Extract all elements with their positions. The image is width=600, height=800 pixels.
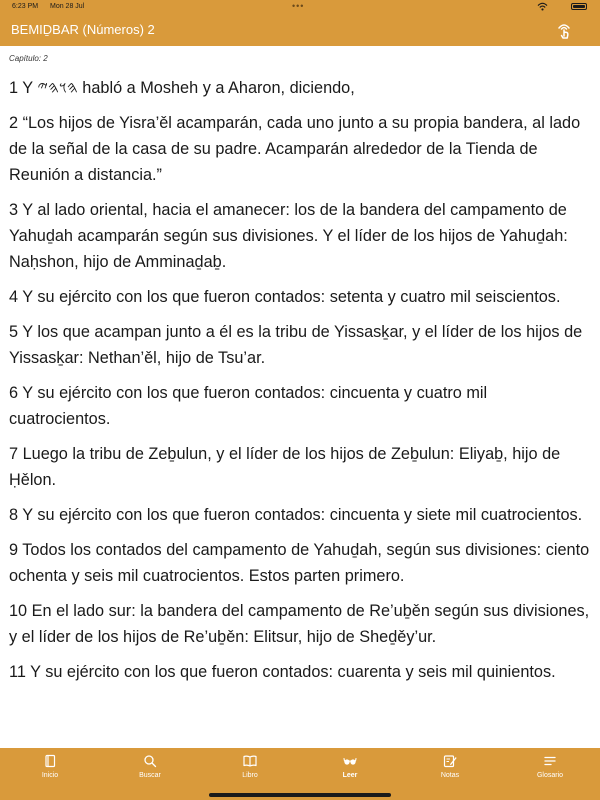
tab-label: Leer — [342, 772, 358, 779]
tab-label: Inicio — [41, 772, 59, 779]
tab-label: Notas — [440, 772, 460, 779]
tab-notas[interactable] — [400, 748, 500, 788]
list-icon — [543, 754, 557, 768]
battery-icon — [571, 3, 587, 10]
tab-label: Buscar — [139, 772, 161, 779]
note-pencil-icon — [443, 754, 457, 768]
verse[interactable]: 4 Y su ejército con los que fueron contados: setenta y cuatro mil seiscientos. — [9, 288, 561, 306]
verse[interactable]: 6 Y su ejército con los que fueron contados: cincuenta y cuatro mil cuatrocientos. — [9, 384, 488, 428]
verse[interactable]: 3 Y al lado oriental, hacia el amanecer: los de la bandera del campamento de Yahuḏah acamparán según sus divisiones. Y el líder de los hijos de Yahuḏah: Naḥshon, hijo de Amminaḏaḇ. — [9, 201, 568, 271]
verse[interactable]: 1 Y 𐤄𐤅𐤄𐤉 habló a Mosheh y a Aharon, diciendo, — [9, 79, 355, 97]
page-title: BEMIḎBAR (Números) 2 — [11, 22, 155, 37]
tab-libro[interactable] — [200, 748, 300, 788]
open-book-icon — [243, 754, 257, 768]
reading-area[interactable] — [0, 46, 600, 748]
tab-label: Libro — [242, 772, 258, 779]
verse[interactable]: 11 Y su ejército con los que fueron contados: cuarenta y seis mil quinientos. — [9, 663, 556, 681]
verse[interactable]: 5 Y los que acampan junto a él es la tribu de Yissasḵar, y el líder de los hijos de Yissasḵar: Nethan’ěl, hijo de Tsu’ar. — [9, 323, 583, 367]
status-bar — [0, 0, 600, 14]
multitasking-dots[interactable]: ••• — [292, 1, 305, 11]
touch-tap-icon[interactable] — [554, 20, 574, 40]
app-header — [0, 14, 600, 46]
verse[interactable]: 7 Luego la tribu de Zeḇulun, y el líder de los hijos de Zeḇulun: Eliyaḇ, hijo de Ḥělon. — [9, 445, 561, 489]
tab-inicio[interactable] — [0, 748, 100, 788]
wifi-icon — [537, 2, 548, 11]
chapter-label: Capítulo: 2 — [9, 54, 48, 63]
status-date: Mon 28 Jul — [50, 3, 85, 10]
tab-buscar[interactable] — [100, 748, 200, 788]
glasses-icon — [343, 754, 357, 768]
tab-leer[interactable] — [300, 748, 400, 788]
verse[interactable]: 8 Y su ejército con los que fueron contados: cincuenta y siete mil cuatrocientos. — [9, 506, 583, 524]
verse[interactable]: 9 Todos los contados del campamento de Yahuḏah, según sus divisiones: ciento ochenta y seis mil cuatrocientos. Estos parten primero. — [9, 541, 590, 585]
verse[interactable]: 10 En el lado sur: la bandera del campamento de Re’uḇěn según sus divisiones, y el líder de los hijos de Re’uḇěn: Elitsur, hijo de Sheḏěy’ur. — [9, 602, 590, 646]
verse[interactable]: 2 “Los hijos de Yisra’ěl acamparán, cada uno junto a su propia bandera, al lado de la señal de la casa de su padre. Acamparán alrededor de la Tienda de Reunión a distancia.” — [9, 114, 581, 184]
verse-list — [9, 75, 591, 694]
tab-glosario[interactable] — [500, 748, 600, 788]
book-closed-icon — [43, 754, 57, 768]
home-indicator[interactable] — [209, 793, 391, 797]
search-icon — [143, 754, 157, 768]
status-time: 6:23 PM — [12, 3, 39, 10]
tab-label: Glosario — [536, 772, 564, 779]
